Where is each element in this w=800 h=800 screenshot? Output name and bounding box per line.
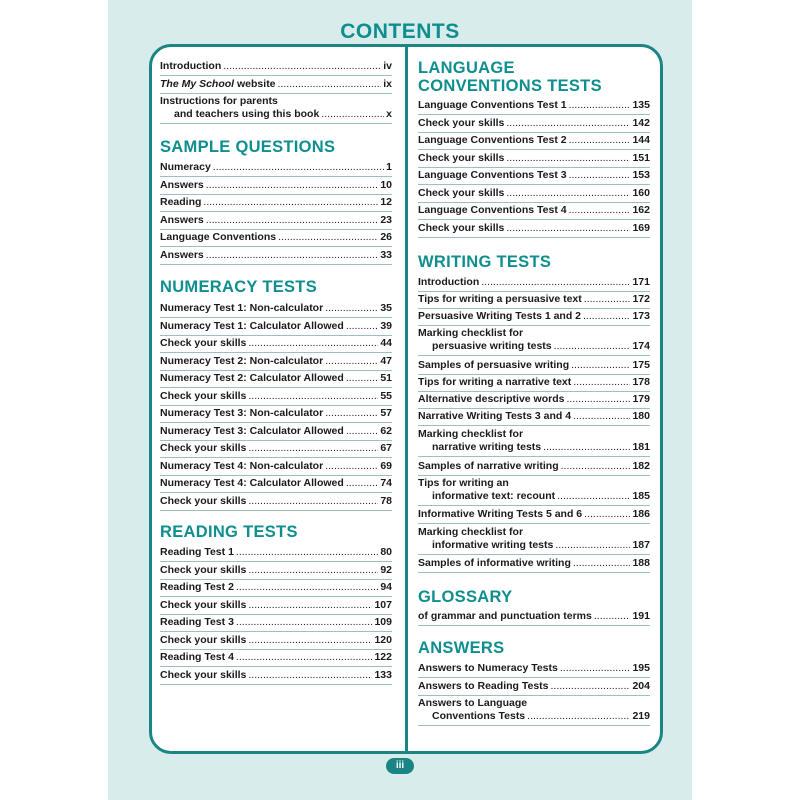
entry-label-text: persuasive writing tests [432, 340, 552, 352]
entry-label-text: Language Conventions [160, 231, 277, 243]
toc-entry[interactable] [418, 152, 650, 168]
entry-label [432, 340, 552, 353]
entry-label [418, 134, 567, 147]
entry-page-number: 39 [380, 319, 392, 332]
dot-leader [561, 460, 631, 473]
dot-leader [223, 60, 381, 73]
entry-label [160, 302, 323, 315]
dot-leader [557, 490, 630, 503]
entry-label [418, 293, 582, 306]
entry-label [160, 651, 234, 664]
dot-leader [236, 616, 373, 629]
section-heading-writing-tests: WRITING TESTS [418, 253, 552, 271]
dot-leader [554, 340, 631, 353]
entry-label [418, 204, 567, 217]
entry-page-number: 179 [632, 393, 650, 405]
dot-leader [206, 214, 379, 227]
entry-label-text: Check your skills [160, 563, 247, 576]
dot-leader [325, 407, 378, 420]
entry-label-line1: Marking checklist for [418, 526, 524, 538]
dot-leader [346, 320, 379, 333]
entry-label [432, 490, 555, 503]
entry-page-number: 195 [632, 662, 650, 674]
dot-leader [569, 169, 631, 182]
toc-entry[interactable] [160, 179, 392, 195]
toc-entry[interactable] [160, 78, 392, 94]
toc-entry[interactable] [418, 460, 650, 476]
entry-page-number: ix [383, 78, 392, 90]
entry-label-text: and teachers using this book [174, 108, 320, 120]
toc-entry[interactable] [418, 359, 650, 375]
entry-label-italic: The My School [160, 78, 235, 90]
toc-entry[interactable] [160, 616, 392, 632]
entry-page-number: iv [383, 60, 392, 72]
entry-page-number: 181 [632, 441, 650, 453]
entry-label [418, 310, 581, 323]
dot-leader [573, 557, 631, 570]
toc-entry[interactable] [418, 680, 650, 696]
entry-page-number: 142 [632, 116, 650, 129]
toc-entry[interactable] [160, 460, 392, 476]
entry-label [418, 117, 504, 130]
entry-page-number: 92 [380, 563, 392, 576]
section-heading-glossary: GLOSSARY [418, 588, 513, 606]
entry-label-text: Samples of informative writing [418, 557, 571, 569]
entry-label [418, 662, 558, 675]
dot-leader [325, 355, 378, 368]
dot-leader [206, 249, 379, 262]
entry-label [174, 108, 319, 121]
toc-entry[interactable] [160, 320, 392, 336]
entry-label [418, 610, 592, 623]
toc-entry[interactable] [160, 669, 392, 685]
entry-label-text: Check your skills [160, 668, 247, 681]
entry-page-number: 162 [632, 204, 650, 216]
toc-entry[interactable] [160, 214, 392, 230]
dot-leader [555, 539, 630, 552]
entry-label-line1: Marking checklist for [418, 327, 524, 339]
dot-leader [236, 546, 378, 559]
dot-leader [321, 108, 384, 121]
entry-label [160, 214, 204, 227]
dot-leader [573, 410, 630, 423]
entry-page-number: 178 [632, 376, 650, 388]
entry-page-number: 47 [380, 354, 392, 367]
entry-page-number: 55 [380, 389, 392, 402]
toc-entry[interactable] [160, 477, 392, 493]
entry-label [418, 187, 504, 200]
entry-page-number: 187 [632, 539, 650, 551]
entry-page-number: 10 [380, 178, 392, 191]
entry-page-number: 57 [380, 407, 392, 419]
toc-entry[interactable] [418, 169, 650, 185]
toc-entry[interactable] [160, 425, 392, 441]
entry-label [160, 616, 234, 629]
entry-page-number: 44 [380, 337, 392, 349]
toc-entry[interactable] [160, 372, 392, 388]
entry-page-number: 191 [632, 610, 650, 622]
entry-label-text: Alternative descriptive words [418, 393, 565, 405]
entry-label-line1: Marking checklist for [418, 428, 524, 440]
toc-entry[interactable] [418, 410, 650, 426]
entry-label-text: Samples of narrative writing [418, 460, 559, 472]
entry-page-number: 26 [380, 231, 392, 243]
dot-leader [569, 204, 631, 217]
entry-label-text: Reading Test 1 [160, 546, 234, 558]
dot-leader [346, 372, 379, 385]
entry-label [160, 60, 221, 73]
dot-leader [481, 276, 630, 289]
entry-label-text: Numeracy Test 3: Non-calculator [160, 407, 324, 419]
entry-label [160, 581, 234, 594]
entry-page-number: 80 [380, 546, 392, 558]
toc-entry[interactable] [160, 442, 392, 458]
entry-label [418, 99, 567, 112]
toc-entry[interactable] [160, 249, 392, 265]
dot-leader [248, 495, 378, 508]
entry-label-text: Introduction [418, 276, 480, 288]
entry-label [160, 477, 344, 490]
entry-page-number: 23 [380, 213, 392, 226]
page-number: iii [386, 758, 414, 774]
toc-entry[interactable] [160, 161, 392, 177]
entry-label-text: Check your skills [160, 633, 247, 646]
toc-entry[interactable] [418, 557, 650, 573]
entry-page-number: 12 [380, 196, 392, 208]
entry-page-number: 1 [386, 161, 392, 173]
toc-entry[interactable] [160, 95, 392, 124]
toc-entry[interactable] [160, 60, 392, 76]
entry-label [160, 179, 204, 192]
entry-page-number: 153 [632, 169, 650, 181]
section-heading-conventions-tests: CONVENTIONS TESTS [418, 77, 602, 95]
entry-page-number: 62 [380, 424, 392, 437]
toc-entry[interactable] [160, 546, 392, 562]
entry-label [418, 222, 504, 235]
toc-entry[interactable] [418, 697, 650, 726]
dot-leader [569, 99, 631, 112]
entry-label-text: Check your skills [160, 494, 247, 507]
dot-leader [506, 152, 630, 165]
toc-entry[interactable] [418, 204, 650, 220]
dot-leader [248, 390, 378, 403]
entry-label-text: Tips for writing a narrative text [418, 376, 572, 388]
page-title: CONTENTS [340, 20, 460, 43]
entry-page-number: 33 [380, 248, 392, 261]
entry-label-text: Language Conventions Test 3 [418, 169, 567, 181]
dot-leader [584, 293, 631, 306]
entry-page-number: 107 [374, 598, 392, 611]
entry-label-text: Informative Writing Tests 5 and 6 [418, 508, 583, 520]
toc-entry[interactable] [418, 222, 650, 238]
entry-label [160, 337, 246, 350]
section-heading-answers: ANSWERS [418, 639, 505, 657]
entry-page-number: 180 [632, 410, 650, 422]
entry-label [418, 680, 549, 693]
toc-entry[interactable] [160, 651, 392, 667]
dot-leader [527, 710, 630, 723]
entry-label [160, 599, 246, 612]
dot-leader [206, 179, 379, 192]
dot-leader [506, 117, 630, 130]
toc-entry[interactable] [418, 662, 650, 678]
entry-page-number: 135 [632, 99, 650, 111]
toc-entry[interactable] [160, 337, 392, 353]
entry-label-text: Persuasive Writing Tests 1 and 2 [418, 310, 582, 322]
dot-leader [551, 680, 631, 693]
entry-label-text: Check your skills [160, 389, 247, 402]
entry-label-text: Check your skills [418, 151, 505, 164]
toc-entry[interactable] [160, 390, 392, 406]
dot-leader [506, 187, 630, 200]
entry-label [160, 231, 276, 244]
entry-page-number: 35 [380, 302, 392, 314]
entry-label [432, 539, 553, 552]
entry-label-text: of grammar and punctuation terms [418, 610, 592, 622]
toc-entry[interactable] [160, 302, 392, 318]
entry-label [432, 710, 525, 723]
toc-entry[interactable] [160, 196, 392, 212]
entry-page-number: 175 [632, 359, 650, 371]
entry-label-text: Numeracy Test 1: Calculator Allowed [160, 319, 344, 332]
entry-page-number: 133 [374, 668, 392, 681]
dot-leader [248, 337, 378, 350]
toc-entry[interactable] [418, 610, 650, 626]
toc-entry[interactable] [418, 428, 650, 457]
entry-label-text: Numeracy Test 2: Calculator Allowed [160, 372, 344, 384]
entry-label-text: Language Conventions Test 4 [418, 204, 567, 216]
entry-label-text: Reading Test 3 [160, 616, 234, 628]
section-heading-sample-questions: SAMPLE QUESTIONS [160, 138, 336, 156]
entry-label [160, 546, 234, 559]
entry-label-text: Answers to Reading Tests [418, 680, 549, 692]
dot-leader [236, 651, 373, 664]
entry-label-text: informative writing tests [432, 539, 554, 551]
toc-entry[interactable] [418, 393, 650, 409]
entry-page-number: 120 [374, 633, 392, 646]
entry-label [160, 196, 201, 209]
entry-label-text: Narrative Writing Tests 3 and 4 [418, 410, 572, 422]
entry-page-number: 204 [632, 680, 650, 692]
dot-leader [203, 196, 378, 209]
entry-label-text: Conventions Tests [432, 710, 526, 722]
toc-entry[interactable] [418, 134, 650, 150]
entry-label-text: Answers [160, 248, 204, 261]
entry-label-text: Language Conventions Test 1 [418, 99, 567, 111]
column-divider [405, 44, 408, 754]
dot-leader [248, 599, 372, 612]
dot-leader [248, 669, 372, 682]
entry-label-text: Introduction [160, 60, 222, 72]
entry-label [160, 407, 323, 420]
entry-label [418, 393, 564, 406]
entry-label-text: Numeracy Test 3: Calculator Allowed [160, 424, 344, 437]
entry-label-text: Check your skills [418, 221, 505, 234]
dot-leader [571, 359, 630, 372]
toc-entry[interactable] [160, 581, 392, 597]
entry-label [160, 495, 246, 508]
entry-page-number: x [386, 108, 392, 120]
entry-label-text: Check your skills [160, 598, 247, 611]
toc-entry[interactable] [418, 477, 650, 506]
entry-label-text: Reading Test 2 [160, 581, 234, 593]
entry-label [160, 372, 344, 385]
entry-page-number: 51 [380, 372, 392, 384]
dot-leader [278, 231, 378, 244]
entry-page-number: 69 [380, 459, 392, 472]
toc-entry[interactable] [418, 293, 650, 309]
entry-page-number: 219 [632, 710, 650, 722]
entry-page-number: 188 [632, 557, 650, 569]
entry-label [160, 564, 246, 577]
dot-leader [248, 634, 372, 647]
entry-label-text: Numeracy Test 4: Calculator Allowed [160, 477, 344, 489]
entry-label [160, 390, 246, 403]
toc-entry[interactable] [160, 231, 392, 247]
entry-label-text: Reading [160, 196, 202, 208]
toc-entry[interactable] [160, 407, 392, 423]
dot-leader [584, 508, 630, 521]
entry-label [160, 249, 204, 262]
entry-label-text: Check your skills [418, 116, 505, 129]
dot-leader [346, 425, 379, 438]
toc-entry[interactable] [418, 526, 650, 555]
dot-leader [236, 581, 378, 594]
entry-label [418, 152, 504, 165]
entry-label-text: Check your skills [418, 186, 505, 199]
toc-entry[interactable] [160, 495, 392, 511]
entry-label [418, 169, 567, 182]
entry-label-text: Samples of persuasive writing [418, 359, 570, 371]
entry-label-text: Language Conventions Test 2 [418, 134, 567, 146]
dot-leader [573, 376, 630, 389]
dot-leader [325, 460, 378, 473]
entry-label-text: Numeracy Test 1: Non-calculator [160, 302, 324, 314]
toc-entry[interactable] [160, 564, 392, 580]
entry-label [160, 425, 344, 438]
entry-page-number: 67 [380, 442, 392, 454]
toc-entry[interactable] [418, 508, 650, 524]
dot-leader [583, 310, 630, 323]
entry-label [160, 669, 246, 682]
entry-label [160, 460, 323, 473]
entry-label [418, 508, 582, 521]
entry-page-number: 151 [632, 151, 650, 164]
dot-leader [248, 442, 378, 455]
toc-entry[interactable] [418, 117, 650, 133]
toc-entry[interactable] [418, 327, 650, 356]
toc-entry[interactable] [418, 99, 650, 115]
entry-label-text: informative text: recount [432, 490, 556, 502]
entry-page-number: 144 [632, 134, 650, 146]
entry-page-number: 169 [632, 221, 650, 234]
entry-page-number: 173 [632, 310, 650, 322]
entry-page-number: 109 [374, 616, 392, 628]
section-heading-language: LANGUAGE [418, 59, 515, 77]
entry-label [418, 460, 559, 473]
entry-label [418, 376, 571, 389]
entry-page-number: 185 [632, 490, 650, 502]
toc-entry[interactable] [160, 599, 392, 615]
dot-leader [346, 477, 379, 490]
entry-label-text: Numeracy Test 4: Non-calculator [160, 459, 324, 472]
dot-leader [506, 222, 630, 235]
entry-label [160, 78, 276, 91]
entry-label-text: Check your skills [160, 442, 247, 454]
toc-entry[interactable] [418, 187, 650, 203]
dot-leader [543, 441, 630, 454]
entry-label-line1: Answers to Language [418, 697, 528, 709]
toc-entry[interactable] [160, 355, 392, 371]
section-heading-reading-tests: READING TESTS [160, 523, 298, 541]
entry-page-number: 182 [632, 460, 650, 472]
entry-label [418, 276, 479, 289]
toc-entry[interactable] [160, 634, 392, 650]
entry-page-number: 94 [380, 581, 392, 593]
entry-label-line1: Instructions for parents [160, 95, 278, 107]
entry-page-number: 171 [632, 276, 650, 288]
entry-page-number: 172 [632, 293, 650, 305]
entry-label-text: Reading Test 4 [160, 651, 234, 663]
entry-label-text: Numeracy [160, 161, 211, 173]
entry-label [160, 442, 246, 455]
entry-label-text: narrative writing tests [432, 441, 542, 453]
toc-entry[interactable] [418, 276, 650, 292]
dot-leader [325, 302, 378, 315]
dot-leader [213, 161, 384, 174]
toc-entry[interactable] [418, 376, 650, 392]
entry-label-text: Answers [160, 178, 204, 191]
entry-page-number: 174 [632, 340, 650, 352]
entry-page-number: 160 [632, 186, 650, 199]
entry-label-text: Answers [160, 213, 204, 226]
entry-label-text: Answers to Numeracy Tests [418, 662, 558, 674]
entry-label-text: Tips for writing a persuasive text [418, 293, 582, 305]
entry-label [160, 355, 323, 368]
entry-page-number: 122 [374, 651, 392, 663]
entry-label-line1: Tips for writing an [418, 477, 509, 489]
entry-label [418, 557, 571, 570]
dot-leader [594, 610, 631, 623]
dot-leader [248, 564, 378, 577]
entry-page-number: 74 [380, 477, 392, 489]
entry-label [160, 161, 211, 174]
entry-label-text: Numeracy Test 2: Non-calculator [160, 354, 324, 367]
entry-label [160, 320, 344, 333]
entry-page-number: 78 [380, 494, 392, 507]
entry-page-number: 186 [632, 508, 650, 520]
entry-label [432, 441, 541, 454]
toc-entry[interactable] [418, 310, 650, 326]
dot-leader [569, 134, 631, 147]
entry-label [418, 410, 571, 423]
entry-label-text: Check your skills [160, 337, 247, 349]
entry-label-text: website [234, 78, 276, 90]
dot-leader [278, 78, 382, 91]
entry-label [418, 359, 569, 372]
dot-leader [560, 662, 631, 675]
dot-leader [566, 393, 630, 406]
section-heading-numeracy-tests: NUMERACY TESTS [160, 278, 317, 296]
entry-label [160, 634, 246, 647]
